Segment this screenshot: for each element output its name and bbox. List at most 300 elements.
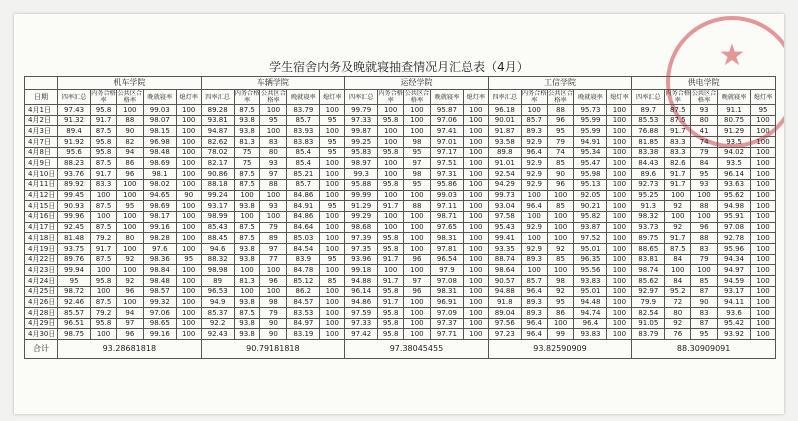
value-cell: 77: [260, 254, 287, 265]
value-cell: 100: [320, 126, 345, 137]
value-cell: 79: [260, 222, 287, 233]
value-cell: 83.83: [287, 137, 320, 148]
value-cell: 100: [378, 222, 404, 233]
value-cell: 95.42: [718, 318, 751, 329]
value-cell: 93.8: [234, 115, 260, 126]
value-cell: 84: [665, 254, 691, 265]
value-cell: 92.54: [488, 169, 521, 180]
value-cell: 100: [463, 297, 488, 308]
sub-header-1-4: 晚就寝率: [143, 90, 176, 105]
value-cell: 100: [176, 158, 201, 169]
value-cell: 98.48: [143, 276, 176, 287]
value-cell: 92: [665, 222, 691, 233]
value-cell: 100: [665, 265, 691, 276]
value-cell: 84.54: [287, 243, 320, 254]
value-cell: 94: [116, 308, 143, 319]
school-header-5: 供电学院: [632, 77, 776, 90]
value-cell: 93.83: [574, 329, 607, 340]
value-cell: 93: [260, 201, 287, 212]
table-row: [25, 190, 776, 201]
value-cell: 85.7: [287, 179, 320, 190]
value-cell: 97: [260, 243, 287, 254]
value-cell: 100: [463, 126, 488, 137]
value-cell: 100: [91, 286, 117, 297]
value-cell: 100: [320, 297, 345, 308]
value-cell: 97.06: [143, 308, 176, 319]
value-cell: 100: [320, 169, 345, 180]
value-cell: 85: [691, 276, 718, 287]
value-cell: 93.6: [718, 308, 751, 319]
value-cell: 100: [463, 147, 488, 158]
value-cell: 98.32: [632, 211, 665, 222]
value-cell: 88.45: [201, 233, 234, 244]
sub-header-2-3: 公共区合格率: [261, 90, 286, 104]
value-cell: 100: [463, 179, 488, 190]
value-cell: 100: [176, 233, 201, 244]
value-cell: 88: [547, 105, 574, 116]
value-cell: 83.81: [632, 254, 665, 265]
value-cell: 100: [665, 190, 691, 201]
value-cell: 96.4: [521, 147, 547, 158]
value-cell: 93.83: [574, 276, 607, 287]
value-cell: 94.34: [718, 254, 751, 265]
value-cell: 91.8: [488, 297, 521, 308]
value-cell: 100: [607, 254, 632, 265]
value-cell: 94.74: [574, 308, 607, 319]
value-cell: 100: [607, 105, 632, 116]
value-cell: 85.12: [287, 276, 320, 287]
value-cell: 84: [665, 276, 691, 287]
value-cell: 97.17: [430, 147, 463, 158]
value-cell: 93.5: [718, 158, 751, 169]
value-cell: 92.2: [201, 318, 234, 329]
value-cell: 100: [751, 211, 776, 222]
value-cell: 93.35: [488, 243, 521, 254]
value-cell: 79: [691, 254, 718, 265]
value-cell: 92.97: [632, 286, 665, 297]
value-cell: 100: [463, 137, 488, 148]
value-cell: 88: [260, 179, 287, 190]
value-cell: 92: [547, 243, 574, 254]
value-cell: 100: [234, 190, 260, 201]
value-cell: 99.18: [345, 265, 378, 276]
value-cell: 88: [691, 201, 718, 212]
value-cell: 100: [607, 265, 632, 276]
value-cell: 100: [320, 179, 345, 190]
value-cell: 100: [116, 243, 143, 254]
value-cell: 96.4: [521, 286, 547, 297]
value-cell: 100: [404, 105, 431, 116]
table-row: [25, 137, 776, 148]
value-cell: 96.4: [574, 318, 607, 329]
value-cell: 89.3: [521, 308, 547, 319]
value-cell: 85.7: [287, 115, 320, 126]
value-cell: 100: [751, 233, 776, 244]
value-cell: 100: [463, 115, 488, 126]
value-cell: 93.96: [345, 254, 378, 265]
value-cell: 100: [234, 211, 260, 222]
value-cell: 93.8: [234, 201, 260, 212]
value-cell: 91.7: [91, 115, 117, 126]
value-cell: 100: [176, 286, 201, 297]
value-cell: 91.7: [378, 297, 404, 308]
value-cell: 93.17: [201, 201, 234, 212]
value-cell: 100: [378, 169, 404, 180]
value-cell: 92: [665, 201, 691, 212]
value-cell: 97.11: [430, 201, 463, 212]
value-cell: 100: [607, 137, 632, 148]
school-header-2: 车辆学院: [201, 77, 345, 90]
date-column-header: 日期: [25, 90, 58, 105]
sub-header-3-2: 内务合格率: [378, 90, 403, 104]
value-cell: 100: [463, 254, 488, 265]
document-page: [14, 14, 784, 414]
value-cell: 98.02: [143, 179, 176, 190]
value-cell: 88: [404, 201, 431, 212]
table-row: [25, 201, 776, 212]
value-cell: 99.16: [143, 222, 176, 233]
value-cell: 80.75: [718, 115, 751, 126]
value-cell: 98.64: [488, 265, 521, 276]
total-value-4: 93.82590909: [488, 340, 632, 359]
value-cell: 89: [260, 233, 287, 244]
value-cell: 93.8: [234, 329, 260, 340]
table-row: [25, 169, 776, 180]
value-cell: 97.37: [430, 318, 463, 329]
value-cell: 100: [751, 179, 776, 190]
value-cell: 100: [320, 190, 345, 201]
value-cell: 100: [404, 190, 431, 201]
value-cell: 85.21: [287, 169, 320, 180]
value-cell: 99.24: [201, 190, 234, 201]
value-cell: 81.3: [234, 276, 260, 287]
value-cell: 94.87: [201, 126, 234, 137]
value-cell: 97: [404, 158, 431, 169]
value-cell: 96: [547, 179, 574, 190]
value-cell: 94.91: [574, 137, 607, 148]
value-cell: 100: [91, 329, 117, 340]
date-cell: 4月10日: [25, 169, 58, 180]
value-cell: 93.5: [718, 137, 751, 148]
value-cell: 98.97: [345, 158, 378, 169]
value-cell: 92: [665, 318, 691, 329]
table-row: [25, 158, 776, 169]
value-cell: 92.05: [574, 190, 607, 201]
page-title: 学生宿舍内务及晚就寝抽查情况月汇总表（4月）: [269, 60, 529, 74]
value-cell: 79: [547, 137, 574, 148]
value-cell: 87.5: [234, 308, 260, 319]
value-cell: 91.3: [632, 201, 665, 212]
value-cell: 75: [234, 158, 260, 169]
date-cell: 4月24日: [25, 276, 58, 287]
sub-header-2-5: 熄灯率: [320, 90, 345, 105]
value-cell: 96: [547, 115, 574, 126]
value-cell: 97.33: [345, 318, 378, 329]
value-cell: 100: [751, 147, 776, 158]
value-cell: 100: [176, 243, 201, 254]
value-cell: 85.43: [201, 222, 234, 233]
value-cell: 95.6: [58, 147, 91, 158]
value-cell: 87.5: [665, 115, 691, 126]
value-cell: 87.5: [665, 243, 691, 254]
value-cell: 85: [547, 158, 574, 169]
value-cell: 92.9: [521, 137, 547, 148]
value-cell: 95: [404, 147, 431, 158]
value-cell: 88.23: [58, 158, 91, 169]
value-cell: 100: [607, 115, 632, 126]
value-cell: 100: [404, 222, 431, 233]
value-cell: 100: [378, 211, 404, 222]
value-cell: 97.23: [488, 329, 521, 340]
date-cell: 4月9日: [25, 158, 58, 169]
value-cell: 90: [176, 190, 201, 201]
value-cell: 100: [751, 297, 776, 308]
value-cell: 88: [691, 233, 718, 244]
value-cell: 100: [751, 137, 776, 148]
value-cell: 96: [404, 286, 431, 297]
value-cell: 100: [176, 115, 201, 126]
value-cell: 80: [260, 147, 287, 158]
value-cell: 95: [116, 201, 143, 212]
value-cell: 96.35: [574, 254, 607, 265]
date-cell: 4月22日: [25, 254, 58, 265]
value-cell: 87.5: [234, 179, 260, 190]
value-cell: 99.94: [58, 265, 91, 276]
value-cell: 99.41: [488, 233, 521, 244]
value-cell: 84.78: [287, 265, 320, 276]
value-cell: 87: [691, 318, 718, 329]
value-cell: 98.72: [58, 286, 91, 297]
value-cell: 100: [463, 105, 488, 116]
value-cell: 95.83: [345, 147, 378, 158]
value-cell: 91.05: [632, 318, 665, 329]
date-cell: 4月25日: [25, 286, 58, 297]
total-value-1: 93.28681818: [58, 340, 202, 359]
table-row: [25, 297, 776, 308]
value-cell: 96.4: [521, 329, 547, 340]
value-cell: 98.07: [143, 115, 176, 126]
value-cell: 97.56: [488, 318, 521, 329]
value-cell: 88.65: [632, 243, 665, 254]
sub-header-5-3: 公共区合格率: [691, 90, 717, 104]
value-cell: 100: [404, 126, 431, 137]
value-cell: 100: [521, 211, 547, 222]
seal-star-icon: ★: [718, 38, 746, 73]
value-cell: 95.8: [378, 243, 404, 254]
value-cell: 97: [116, 318, 143, 329]
summary-table: [24, 76, 776, 359]
value-cell: 100: [234, 286, 260, 297]
value-cell: 100: [607, 158, 632, 169]
value-cell: 74: [547, 147, 574, 158]
value-cell: 98.28: [143, 233, 176, 244]
date-cell: 4月17日: [25, 222, 58, 233]
value-cell: 41: [691, 126, 718, 137]
value-cell: 98.17: [143, 211, 176, 222]
value-cell: 99.45: [58, 190, 91, 201]
value-cell: 96.4: [521, 201, 547, 212]
value-cell: 100: [176, 147, 201, 158]
value-cell: 85.4: [287, 158, 320, 169]
value-cell: 98.71: [430, 211, 463, 222]
value-cell: 87.5: [91, 158, 117, 169]
value-cell: 100: [463, 201, 488, 212]
value-cell: 91.01: [488, 158, 521, 169]
value-cell: 100: [176, 297, 201, 308]
value-cell: 92.73: [632, 179, 665, 190]
value-cell: 100: [521, 105, 547, 116]
sub-header-3-1: 四率汇总: [345, 90, 378, 105]
value-cell: 95.01: [574, 286, 607, 297]
value-cell: 95.25: [632, 190, 665, 201]
value-cell: 79: [260, 308, 287, 319]
value-cell: 100: [751, 254, 776, 265]
value-cell: 82.62: [201, 137, 234, 148]
value-cell: 87.5: [665, 105, 691, 116]
value-cell: 84.86: [287, 190, 320, 201]
value-cell: 95.13: [574, 179, 607, 190]
value-cell: 94.65: [143, 190, 176, 201]
value-cell: 100: [751, 329, 776, 340]
value-cell: 95.8: [91, 137, 117, 148]
value-cell: 79.2: [91, 308, 117, 319]
value-cell: 88: [116, 115, 143, 126]
value-cell: 100: [547, 222, 574, 233]
value-cell: 90: [260, 329, 287, 340]
value-cell: 97.08: [718, 222, 751, 233]
value-cell: 85: [547, 201, 574, 212]
value-cell: 99.96: [58, 211, 91, 222]
value-cell: 96: [260, 276, 287, 287]
value-cell: 94.88: [345, 276, 378, 287]
table-row: [25, 254, 776, 265]
value-cell: 87.5: [91, 126, 117, 137]
value-cell: 89.3: [521, 126, 547, 137]
sub-header-1-1: 四率汇总: [58, 90, 91, 105]
value-cell: 95: [320, 201, 345, 212]
value-cell: 83.3: [665, 147, 691, 158]
school-header-row: [25, 77, 776, 90]
value-cell: 99.3: [345, 169, 378, 180]
value-cell: 95: [320, 254, 345, 265]
value-cell: 98.48: [143, 147, 176, 158]
value-cell: 95.8: [91, 276, 117, 287]
value-cell: 100: [176, 211, 201, 222]
value-cell: 100: [547, 211, 574, 222]
value-cell: 85.53: [632, 115, 665, 126]
value-cell: 89.76: [58, 254, 91, 265]
date-cell: 4月15日: [25, 201, 58, 212]
value-cell: 97.59: [345, 308, 378, 319]
value-cell: 83.9: [287, 254, 320, 265]
value-cell: 100: [607, 169, 632, 180]
value-cell: 90: [260, 318, 287, 329]
sub-header-4-4: 晚就寝率: [574, 90, 607, 105]
value-cell: 87.5: [234, 222, 260, 233]
value-cell: 92.45: [58, 222, 91, 233]
value-cell: 82.6: [665, 158, 691, 169]
value-cell: 100: [607, 286, 632, 297]
value-cell: 91.92: [58, 137, 91, 148]
value-cell: 100: [691, 211, 718, 222]
value-cell: 95.47: [574, 158, 607, 169]
sub-header-5-2: 内务合格率: [665, 90, 691, 104]
value-cell: 85.57: [58, 308, 91, 319]
date-cell: 4月7日: [25, 137, 58, 148]
value-cell: 100: [320, 158, 345, 169]
value-cell: 95.2: [665, 286, 691, 297]
value-cell: 89.8: [488, 147, 521, 158]
value-cell: 100: [751, 126, 776, 137]
sub-header-3-3: 公共区合格率: [404, 90, 430, 104]
value-cell: 89.7: [632, 105, 665, 116]
value-cell: 94.59: [718, 276, 751, 287]
value-cell: 92: [547, 286, 574, 297]
value-cell: 100: [607, 318, 632, 329]
value-cell: 100: [404, 243, 431, 254]
value-cell: 100: [607, 201, 632, 212]
value-cell: 98.15: [143, 126, 176, 137]
value-cell: 90: [691, 297, 718, 308]
value-cell: 100: [665, 211, 691, 222]
value-cell: 100: [176, 308, 201, 319]
value-cell: 98.69: [143, 201, 176, 212]
value-cell: 100: [176, 126, 201, 137]
value-cell: 96: [691, 222, 718, 233]
value-cell: 79.2: [91, 233, 117, 244]
value-cell: 89.92: [58, 179, 91, 190]
value-cell: 98.31: [430, 286, 463, 297]
value-cell: 100: [91, 211, 117, 222]
value-cell: 100: [751, 158, 776, 169]
value-cell: 83.3: [91, 179, 117, 190]
value-cell: 100: [607, 297, 632, 308]
value-cell: 99.87: [345, 126, 378, 137]
value-cell: 93: [260, 158, 287, 169]
value-cell: 99.03: [143, 105, 176, 116]
value-cell: 84.57: [287, 297, 320, 308]
value-cell: 100: [607, 222, 632, 233]
table-row: [25, 147, 776, 158]
value-cell: 93.73: [632, 222, 665, 233]
value-cell: 100: [260, 265, 287, 276]
value-cell: 100: [378, 105, 404, 116]
value-cell: 100: [463, 243, 488, 254]
value-cell: 100: [521, 233, 547, 244]
value-cell: 100: [521, 265, 547, 276]
value-cell: 92.46: [58, 297, 91, 308]
value-cell: 95.8: [378, 329, 404, 340]
value-cell: 96: [116, 286, 143, 297]
value-cell: 98.98: [201, 265, 234, 276]
value-cell: 95.8: [378, 179, 404, 190]
value-cell: 75: [234, 147, 260, 158]
value-cell: 96.14: [718, 169, 751, 180]
value-cell: 100: [378, 190, 404, 201]
value-cell: 91.32: [58, 115, 91, 126]
value-cell: 100: [463, 233, 488, 244]
value-cell: 99.03: [430, 190, 463, 201]
value-cell: 100: [404, 329, 431, 340]
value-cell: 100: [176, 105, 201, 116]
value-cell: 95.8: [378, 308, 404, 319]
value-cell: 85.37: [201, 308, 234, 319]
sub-header-5-1: 四率汇总: [632, 90, 665, 105]
sub-header-3-5: 熄灯率: [463, 90, 488, 105]
sub-header-4-2: 内务合格率: [521, 90, 547, 104]
value-cell: 94.9: [201, 297, 234, 308]
value-cell: 100: [260, 105, 287, 116]
